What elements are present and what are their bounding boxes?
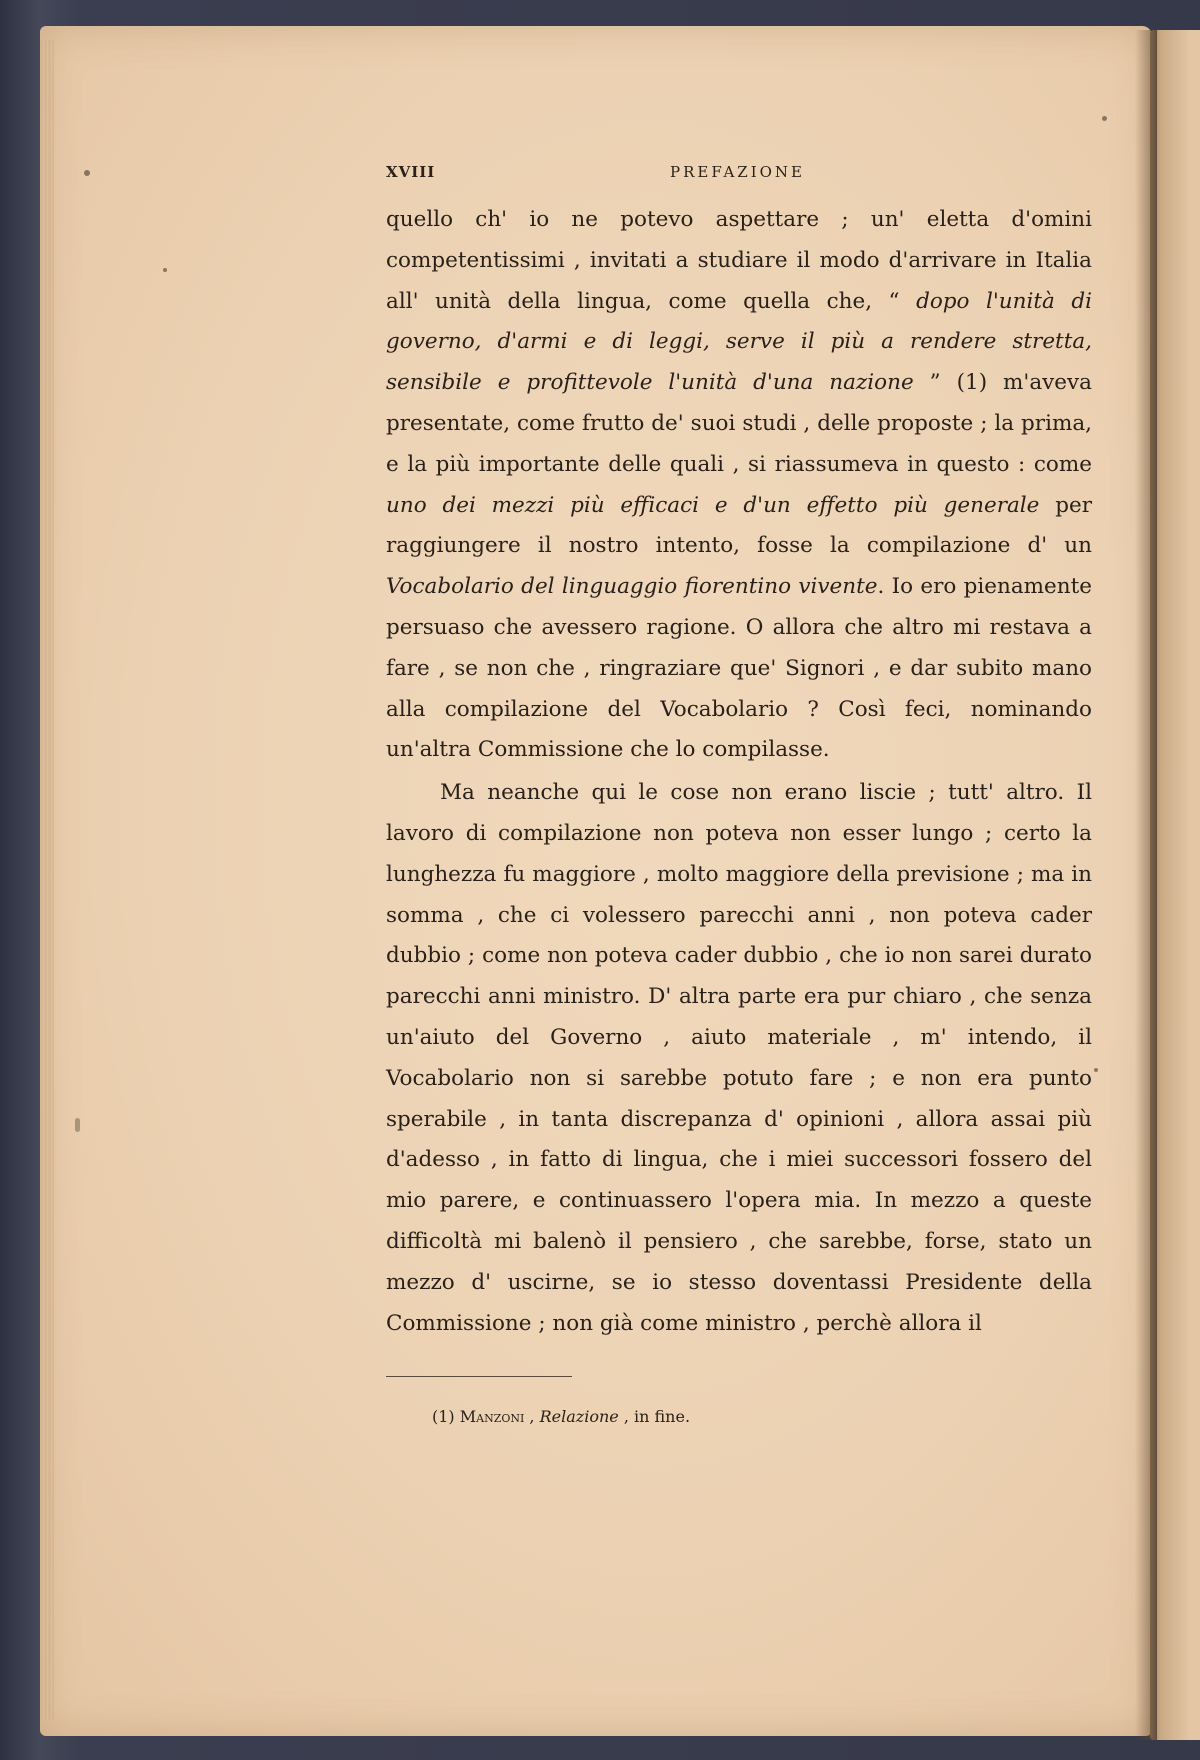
- page-edges: [40, 40, 54, 1720]
- paragraph: Ma neanche qui le cose non erano liscie ; tutt' altro. Il lavoro di compilazione non poteva non esser lungo ; certo la lunghezza fu maggiore , molto maggiore della previsione ; ma in somma , che ci volessero parecchi anni , non poteva cader dubbio ; come non poteva cader dubbio , che io non sarei durato parecchi anni ministro. D' altra parte era pur chiaro , che senza un'aiuto del Governo , aiuto materiale , m' intendo, il Vocabolario non si sarebbe potuto fare ; e non era punto sperabile , in tanta discrepanza d' opinioni , allora assai più d'adesso , in fatto di lingua, che i miei successori fossero del mio parere, e continuassero l'opera mia. In mezzo a queste difficoltà mi balenò il pensiero , che sarebbe, forse, stato un mezzo d' uscirne, se io stesso doventassi Presidente della Commissione ; non già come ministro , perchè allora il: [386, 780, 1092, 1336]
- footnote-separator: ,: [524, 1407, 540, 1426]
- text-run: ” (1) m'aveva presentate, come frutto de' suoi studi , delle proposte ; la prima, e la più importante delle quali , si riassumeva in questo : come: [386, 370, 1092, 477]
- paper-speck: [84, 170, 90, 176]
- footnote-marker: (1): [432, 1407, 460, 1426]
- italic-title: Vocabolario del linguaggio fiorentino vivente: [386, 574, 878, 600]
- binding-gutter: [1135, 30, 1157, 1740]
- paragraph: [386, 200, 1092, 771]
- paper-speck: [75, 1118, 80, 1132]
- italic-quote: dopo l'unità di governo, d'armi e di leggi, serve il più a rendere stretta, sensibile e profittevole l'unità d'una nazione: [386, 288, 1092, 396]
- text-run: per raggiungere il nostro intento, fosse la compilazione d' un: [386, 492, 1092, 559]
- footnote-rule: [386, 1376, 572, 1377]
- next-page-edge: [1150, 30, 1200, 1740]
- page-number: XVIII: [386, 163, 436, 181]
- text-run: quello ch' io ne potevo aspettare ; un' eletta d'omini competentissimi , invitati a studiare il modo d'arrivare in Italia all' unità della lingua, come quella che, “: [386, 207, 1092, 314]
- body-text: [386, 200, 1092, 1344]
- footnote-rest: , in fine.: [618, 1407, 691, 1426]
- footnote-author: Manzoni: [459, 1407, 525, 1426]
- footnote-title: Relazione: [539, 1407, 619, 1426]
- text-run: . Io ero pienamente persuaso che avessero ragione. O allora che altro mi restava a fare , se non che , ringraziare que' Signori , e dar subito mano alla compilazione del Vocabolario ? Così feci, nominando un'altra Commissione che lo compilasse.: [386, 574, 1092, 763]
- running-head: PREFAZIONE: [670, 163, 805, 181]
- italic-phrase: uno dei mezzi più efficaci e d'un effetto più generale: [386, 492, 1040, 518]
- paper-speck: [1102, 116, 1107, 121]
- footnote: [432, 1407, 690, 1426]
- paper-speck: [163, 268, 167, 272]
- paper-speck: [1094, 1068, 1098, 1072]
